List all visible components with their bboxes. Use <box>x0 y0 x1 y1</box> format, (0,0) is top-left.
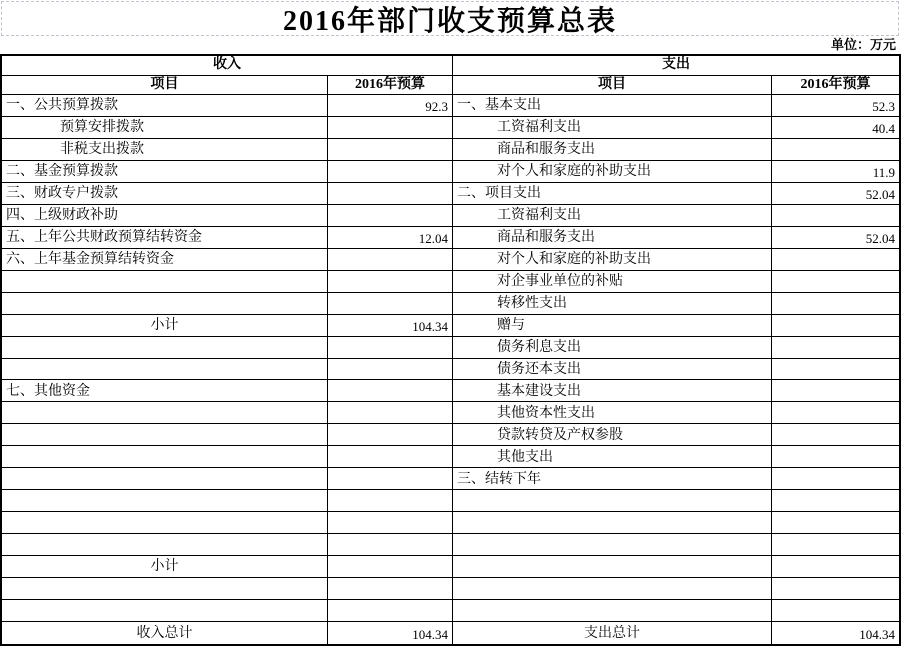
income-value-cell: 12.04 <box>328 227 453 249</box>
expense-item-cell: 转移性支出 <box>453 293 772 315</box>
income-item-cell: 收入总计 <box>2 622 328 644</box>
expense-item-cell <box>453 578 772 600</box>
income-value-cell <box>328 556 453 578</box>
expense-item-cell <box>453 512 772 534</box>
expense-value-cell <box>772 424 899 446</box>
unit-label: 单位：万元 <box>830 37 896 52</box>
expense-item-cell: 对个人和家庭的补助支出 <box>453 249 772 271</box>
expense-value-cell <box>772 315 899 337</box>
expense-item-cell: 商品和服务支出 <box>453 139 772 161</box>
unit-band <box>0 37 898 53</box>
income-budget-column-header: 2016年预算 <box>328 76 453 95</box>
income-item-column-header: 项目 <box>2 76 328 95</box>
expense-value-cell <box>772 293 899 315</box>
expense-item-cell: 债务还本支出 <box>453 359 772 381</box>
expense-value-cell: 52.3 <box>772 95 899 117</box>
expense-item-cell: 对企事业单位的补贴 <box>453 271 772 293</box>
income-item-cell <box>2 512 328 534</box>
expense-value-cell: 52.04 <box>772 227 899 249</box>
income-value-cell <box>328 578 453 600</box>
expense-item-cell: 工资福利支出 <box>453 205 772 227</box>
income-item-cell: 三、财政专户拨款 <box>2 183 328 205</box>
expense-value-cell <box>772 402 899 424</box>
expense-item-cell: 贷款转贷及产权参股 <box>453 424 772 446</box>
income-value-cell <box>328 337 453 359</box>
income-item-cell: 一、公共预算拨款 <box>2 95 328 117</box>
income-item-cell <box>2 600 328 622</box>
expense-value-cell: 104.34 <box>859 627 895 643</box>
expense-item-cell <box>453 490 772 512</box>
expense-value-cell <box>772 139 899 161</box>
income-value-cell <box>328 249 453 271</box>
income-item-cell: 七、其他资金 <box>2 380 328 402</box>
expense-item-cell: 其他支出 <box>453 446 772 468</box>
expense-item-column-header: 项目 <box>453 76 772 95</box>
income-item-cell <box>2 534 328 556</box>
income-section-header: 收入 <box>2 56 453 76</box>
income-value-cell: 104.34 <box>328 315 453 337</box>
income-item-cell: 二、基金预算拨款 <box>2 161 328 183</box>
page-title: 2016年部门收支预算总表 <box>282 5 617 37</box>
income-item-cell <box>2 446 328 468</box>
expense-section-header: 支出 <box>453 56 899 76</box>
income-value-cell <box>328 359 453 381</box>
expense-item-cell: 对个人和家庭的补助支出 <box>453 161 772 183</box>
income-value-cell <box>328 271 453 293</box>
expense-item-cell: 商品和服务支出 <box>453 227 772 249</box>
income-value-cell <box>328 183 453 205</box>
expense-item-cell: 工资福利支出 <box>453 117 772 139</box>
income-item-cell <box>2 578 328 600</box>
expense-value-cell <box>772 512 899 534</box>
expense-value-cell <box>772 249 899 271</box>
expense-value-cell <box>772 468 899 490</box>
income-item-cell <box>2 337 328 359</box>
expense-item-cell: 支出总计 <box>453 622 772 644</box>
income-value-cell <box>328 117 453 139</box>
expense-value-cell <box>772 205 899 227</box>
expense-item-cell: 一、基本支出 <box>453 95 772 117</box>
income-item-cell: 六、上年基金预算结转资金 <box>2 249 328 271</box>
expense-value-cell: 40.4 <box>772 117 899 139</box>
income-item-cell: 非税支出拨款 <box>2 139 328 161</box>
expense-value-cell <box>772 578 899 600</box>
income-value-cell <box>328 205 453 227</box>
income-value-cell <box>328 380 453 402</box>
budget-table <box>0 54 901 646</box>
expense-value-cell: 52.04 <box>772 183 899 205</box>
expense-value-cell <box>772 490 899 512</box>
income-item-cell <box>2 271 328 293</box>
income-value-cell <box>328 446 453 468</box>
income-item-cell <box>2 359 328 381</box>
income-value-cell <box>328 161 453 183</box>
expense-budget-column-header: 2016年预算 <box>772 76 899 95</box>
income-value-cell <box>328 534 453 556</box>
expense-item-cell: 其他资本性支出 <box>453 402 772 424</box>
income-item-cell: 小计 <box>2 556 328 578</box>
title-band <box>1 1 899 36</box>
expense-value-cell <box>772 556 899 578</box>
income-value-cell: 92.3 <box>328 95 453 117</box>
expense-value-cell <box>772 446 899 468</box>
income-item-cell <box>2 468 328 490</box>
income-item-cell <box>2 402 328 424</box>
income-value-cell <box>328 424 453 446</box>
expense-value-cell <box>772 359 899 381</box>
expense-item-cell: 二、项目支出 <box>453 183 772 205</box>
income-item-cell: 预算安排拨款 <box>2 117 328 139</box>
income-value-cell <box>328 293 453 315</box>
expense-item-cell: 基本建设支出 <box>453 380 772 402</box>
income-item-cell: 四、上级财政补助 <box>2 205 328 227</box>
income-value-cell <box>328 512 453 534</box>
income-value-cell: 104.34 <box>328 622 453 644</box>
income-value-cell <box>328 468 453 490</box>
expense-value-cell <box>772 600 899 622</box>
income-item-cell <box>2 424 328 446</box>
income-value-cell <box>328 490 453 512</box>
income-value-cell <box>328 600 453 622</box>
expense-item-cell: 三、结转下年 <box>453 468 772 490</box>
expense-value-cell <box>772 271 899 293</box>
expense-item-cell <box>453 556 772 578</box>
income-item-cell <box>2 293 328 315</box>
expense-value-cell <box>772 337 899 359</box>
income-value-cell <box>328 402 453 424</box>
expense-item-cell: 债务利息支出 <box>453 337 772 359</box>
income-value-cell <box>328 139 453 161</box>
expense-value-cell <box>772 380 899 402</box>
income-item-cell: 五、上年公共财政预算结转资金 <box>2 227 328 249</box>
expense-value-cell <box>772 534 899 556</box>
expense-item-cell <box>453 534 772 556</box>
income-item-cell <box>2 490 328 512</box>
expense-value-cell: 11.9 <box>772 161 899 183</box>
income-item-cell: 小计 <box>2 315 328 337</box>
expense-item-cell <box>453 600 772 622</box>
expense-item-cell: 赠与 <box>453 315 772 337</box>
